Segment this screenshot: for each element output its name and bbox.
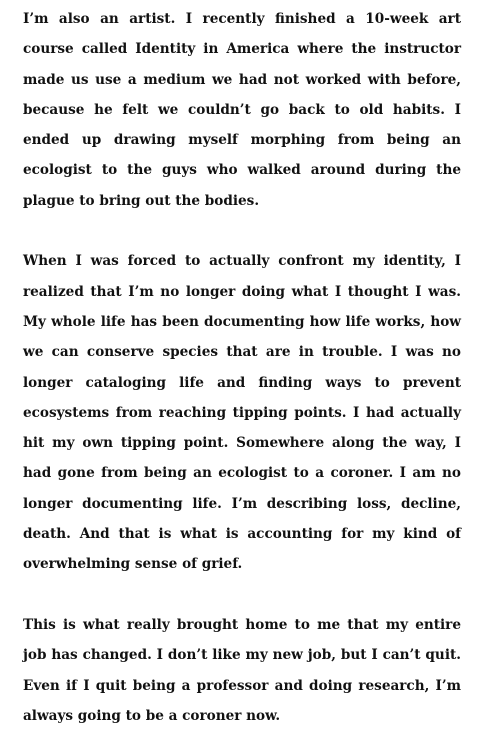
document-body: [23, 4, 461, 731]
paragraph-coroner: This is what really brought home to me that my entire job has changed. I don’t like my new job, but I can’t quit. Even if I quit being a professor and doing research, I’m always going to be a coroner now.: [23, 616, 461, 724]
paragraph-identity: When I was forced to actually confront my identity, I realized that I’m no longer doing what I thought I was. My whole life has been documenting how life works, how we can conserve species that are in trouble. I was no longer cataloging life and finding ways to prevent ecosystems from reaching tipping points. I had actually hit my own tipping point. Somewhere along the way, I had gone from being an ecologist to a coroner. I am no longer documenting life. I’m describing loss, decline, death. And that is what is accounting for my kind of overwhelming sense of grief.: [23, 253, 461, 573]
paragraph-art-course: I’m also an artist. I recently finished a 10-week art course called Identity in America where the instructor made us use a medium we had not worked with before, because he felt we couldn’t go back to old habits. I ended up drawing myself morphing from being an ecologist to the guys who walked around during the plague to bring out the bodies.: [23, 11, 461, 209]
